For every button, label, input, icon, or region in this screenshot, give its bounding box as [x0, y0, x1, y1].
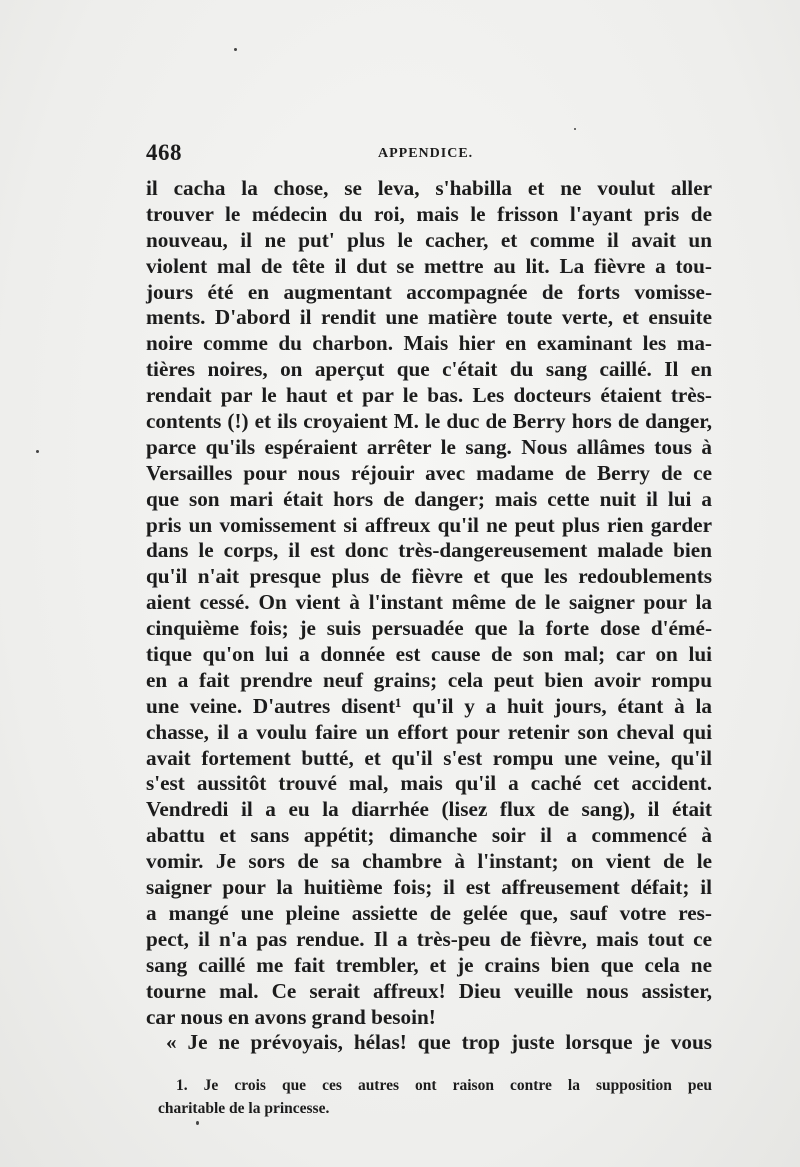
text-line: que son mari était hors de danger; mais cette nuit il lui a [146, 486, 712, 511]
text-line: cinquième fois; je suis persuadée que la forte dose d'émé- [146, 616, 712, 641]
page-header [146, 138, 712, 172]
text-line: trouver le médecin du roi, mais le frisson l'ayant pris de [146, 201, 712, 226]
text-line: qu'il n'ait presque plus de fièvre et que les redoublements [146, 564, 712, 589]
text-line: tique qu'on lui a donnée est cause de son mal; car on lui [146, 642, 712, 667]
text-line: tourne mal. Ce serait affreux! Dieu veuille nous assister, [146, 978, 712, 1003]
text-line: saigner pour la huitième fois; il est affreusement défait; il [146, 875, 712, 900]
footnote-line: 1. Je crois que ces autres ont raison contre la supposition peu [176, 1077, 712, 1094]
text-line: avait fortement butté, et qu'il s'est rompu une veine, qu'il [146, 745, 712, 770]
footnote [158, 1074, 712, 1120]
text-line: « Je ne prévoyais, hélas! que trop juste lorsque je vous [166, 1030, 712, 1055]
text-line: violent mal de tête il dut se mettre au lit. La fièvre a tou- [146, 253, 712, 278]
paper-speck [36, 450, 39, 453]
text-line: ments. D'abord il rendit une matière toute verte, et ensuite [146, 305, 712, 330]
paper-speck [196, 1121, 199, 1125]
text-line: en a fait prendre neuf grains; cela peut bien avoir rompu [146, 667, 712, 692]
text-line: rendait par le haut et par le bas. Les docteurs étaient très- [146, 383, 712, 408]
text-line: tières noires, on aperçut que c'était du sang caillé. Il en [146, 357, 712, 382]
footnote-line: charitable de la princesse. [158, 1100, 330, 1117]
text-line: vomir. Je sors de sa chambre à l'instant; on vient de le [146, 849, 712, 874]
text-line: parce qu'ils espéraient arrêter le sang. Nous allâmes tous à [146, 434, 712, 459]
text-line: sang caillé me fait trembler, et je crains bien que cela ne [146, 952, 712, 977]
text-line: abattu et sans appétit; dimanche soir il a commencé à [146, 823, 712, 848]
text-line: dans le corps, il est donc très-dangereusement malade bien [146, 538, 712, 563]
text-line: chasse, il a voulu faire un effort pour retenir son cheval qui [146, 719, 712, 744]
text-line: une veine. D'autres disent¹ qu'il y a huit jours, étant à la [146, 693, 712, 718]
text-line: Vendredi il a eu la diarrhée (lisez flux de sang), il était [146, 797, 712, 822]
text-line: Versailles pour nous réjouir avec madame de Berry de ce [146, 460, 712, 485]
text-line: s'est aussitôt trouvé mal, mais qu'il a caché cet accident. [146, 771, 712, 796]
running-head: APPENDICE. [378, 146, 474, 161]
text-line: pris un vomissement si affreux qu'il ne peut plus rien garder [146, 512, 712, 537]
text-line: il cacha la chose, se leva, s'habilla et ne voulut aller [146, 176, 712, 200]
text-line: car nous en avons grand besoin! [146, 1004, 436, 1029]
page-number: 468 [146, 140, 182, 165]
text-line: contents (!) et ils croyaient M. le duc de Berry hors de danger, [146, 409, 712, 434]
text-line: nouveau, il ne put' plus le cacher, et comme il avait un [146, 227, 712, 252]
paper-speck [574, 128, 576, 130]
text-line: jours été en augmentant accompagnée de forts vomisse- [146, 279, 712, 304]
body-text [146, 176, 712, 1056]
paper-speck [234, 48, 237, 51]
text-line: a mangé une pleine assiette de gelée que, sauf votre res- [146, 900, 712, 925]
text-line: noire comme du charbon. Mais hier en examinant les ma- [146, 331, 712, 356]
text-line: aient cessé. On vient à l'instant même de le saigner pour la [146, 590, 712, 615]
text-line: pect, il n'a pas rendue. Il a très-peu de fièvre, mais tout ce [146, 926, 712, 951]
